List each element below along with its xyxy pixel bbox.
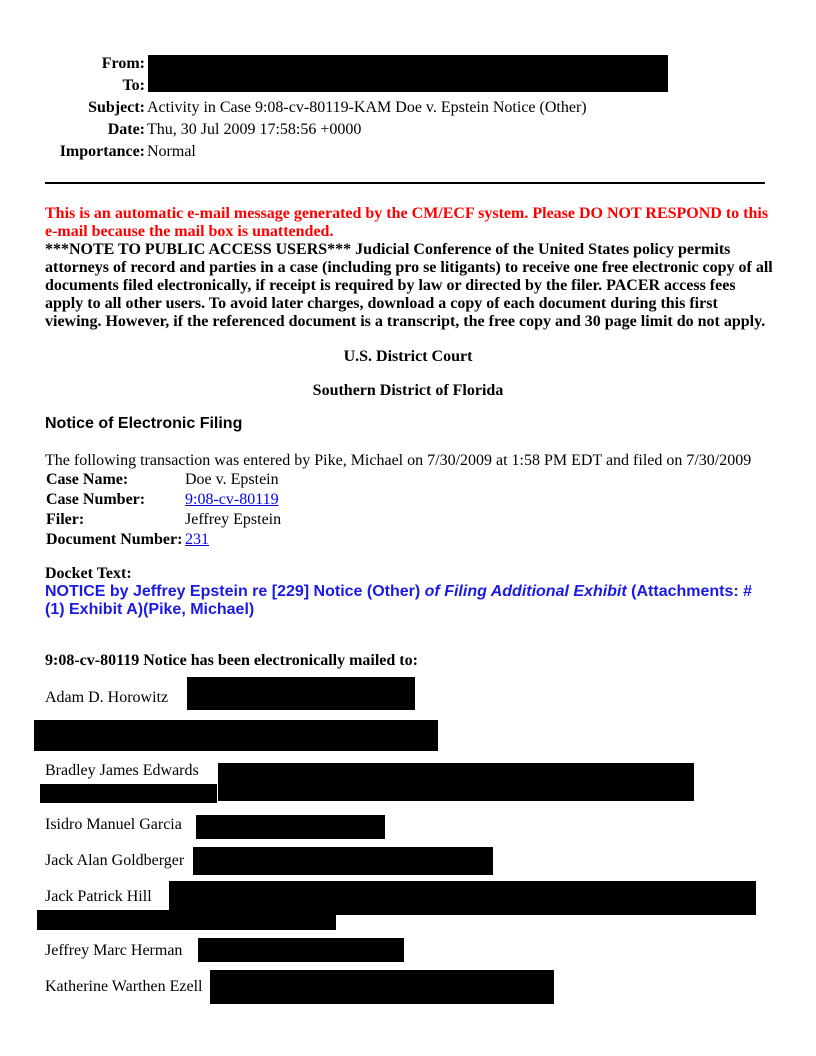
docket-text-part-a: NOTICE by Jeffrey Epstein re [229] Notice (Other) xyxy=(45,583,425,600)
date-value: Thu, 30 Jul 2009 17:58:56 +0000 xyxy=(147,121,362,138)
recipient-name: Bradley James Edwards xyxy=(45,762,199,779)
filer-label: Filer: xyxy=(46,511,85,528)
redaction-email xyxy=(218,763,694,801)
court-name: U.S. District Court xyxy=(343,348,473,365)
docket-text-part-b: (Attachments: # (1) Exhibit A)(Pike, Michael) xyxy=(45,583,753,618)
case-name-label: Case Name: xyxy=(46,471,129,488)
date-label: Date: xyxy=(107,121,145,138)
header-divider xyxy=(45,182,765,184)
redaction-email xyxy=(34,720,438,751)
case-name-value: Doe v. Epstein xyxy=(185,471,279,488)
subject-label: Subject: xyxy=(88,99,145,116)
docket-text-label: Docket Text: xyxy=(45,565,132,582)
auto-email-warning: This is an automatic e-mail message generated by the CM/ECF system. Please DO NOT RESPOND to this e-mail because the mail box is unattended. xyxy=(45,205,769,240)
redaction-email xyxy=(196,815,385,839)
public-access-note: ***NOTE TO PUBLIC ACCESS USERS*** Judicial Conference of the United States policy permits attorneys of record and parties in a case (including pro se litigants) to receive one free electronic copy of all documents filed electronically, if receipt is required by law or directed by the filer. PACER access fees apply to all other users. To avoid later charges, download a copy of each document during this first viewing. However, if the referenced document is a transcript, the free copy and 30 page limit do not apply. xyxy=(45,241,773,330)
recipient-name: Adam D. Horowitz xyxy=(45,689,169,706)
docket-text xyxy=(45,583,775,619)
redaction-email xyxy=(37,910,336,930)
mailed-heading: 9:08-cv-80119 Notice has been electronically mailed to: xyxy=(45,652,418,669)
docket-text-italic: of Filing Additional Exhibit xyxy=(424,583,627,600)
redaction-email xyxy=(187,677,415,710)
importance-label: Importance: xyxy=(59,143,145,160)
redaction-from-to xyxy=(148,55,668,92)
district-name: Southern District of Florida xyxy=(312,382,504,399)
recipient-name: Isidro Manuel Garcia xyxy=(45,816,182,833)
document-number-link[interactable]: 231 xyxy=(185,531,209,548)
from-label: From: xyxy=(101,55,145,72)
filer-value: Jeffrey Epstein xyxy=(185,511,282,528)
redaction-email xyxy=(198,938,404,962)
recipient-name: Katherine Warthen Ezell xyxy=(45,978,203,995)
recipient-name: Jack Patrick Hill xyxy=(45,888,152,905)
redaction-email xyxy=(210,970,554,1004)
importance-value: Normal xyxy=(147,143,196,160)
recipient-name: Jack Alan Goldberger xyxy=(45,852,185,869)
document-number-label: Document Number: xyxy=(46,531,183,548)
recipient-name: Jeffrey Marc Herman xyxy=(45,942,183,959)
redaction-email xyxy=(40,784,217,803)
nef-title: Notice of Electronic Filing xyxy=(45,415,243,432)
to-label: To: xyxy=(122,77,145,94)
redaction-email xyxy=(193,847,493,875)
transaction-text: The following transaction was entered by Pike, Michael on 7/30/2009 at 1:58 PM EDT and filed on 7/30/2009 xyxy=(45,452,752,469)
case-number-link[interactable]: 9:08-cv-80119 xyxy=(185,491,279,508)
case-number-label: Case Number: xyxy=(46,491,146,508)
subject-value: Activity in Case 9:08-cv-80119-KAM Doe v. Epstein Notice (Other) xyxy=(147,99,587,116)
